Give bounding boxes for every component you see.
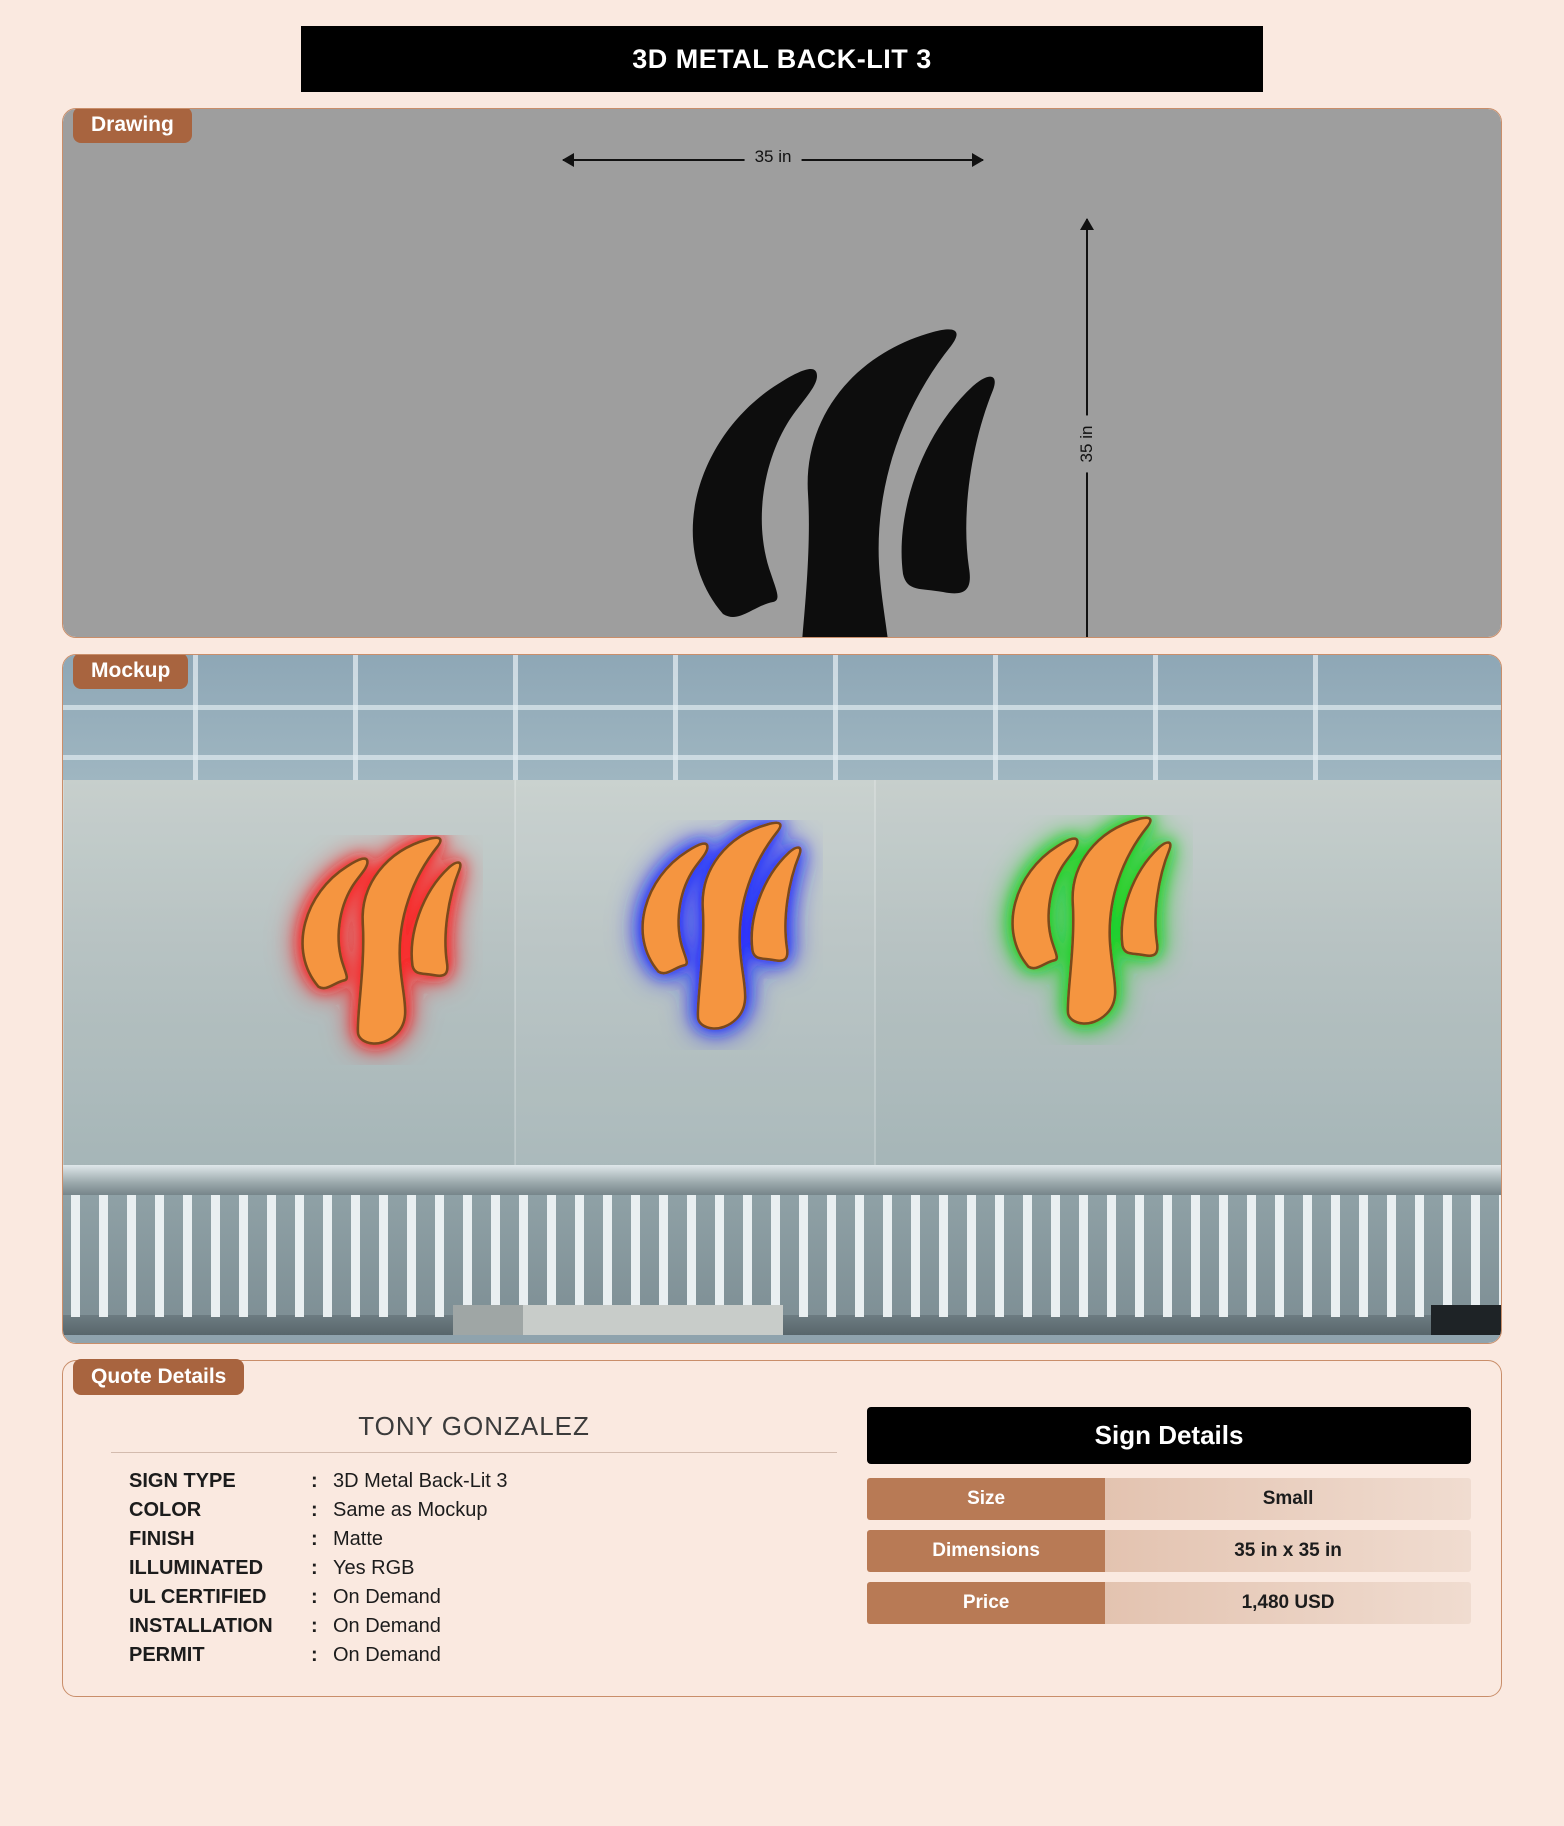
railing-bar (967, 1195, 976, 1317)
width-arrow-left-icon (562, 153, 574, 167)
sign-details-title: Sign Details (867, 1407, 1471, 1464)
railing-bar (939, 1195, 948, 1317)
railing-bar (1051, 1195, 1060, 1317)
width-arrow-right-icon (972, 153, 984, 167)
railing-bar (463, 1195, 472, 1317)
logo-icon (603, 324, 1033, 637)
table-row (111, 1467, 837, 1496)
sign-detail-value-dimensions: 35 in x 35 in (1105, 1530, 1471, 1572)
railing-bar (99, 1195, 108, 1317)
railing-bar (1247, 1195, 1256, 1317)
spec-colon: : (311, 1644, 318, 1666)
railing-bar (659, 1195, 668, 1317)
table-row (111, 1583, 837, 1612)
sign-detail-key-price: Price (867, 1582, 1105, 1624)
spec-colon: : (311, 1528, 318, 1550)
mockup-photo (63, 655, 1501, 1343)
floor-strip-dark (453, 1305, 523, 1335)
mockup-sign-blue (593, 820, 823, 1050)
wall-ledge (63, 1165, 1501, 1195)
railing-bar (351, 1195, 360, 1317)
spec-value-finish: Matte (333, 1528, 384, 1550)
spec-label-ul-certified: UL CERTIFIED (129, 1586, 267, 1608)
spec-value-permit: On Demand (333, 1644, 441, 1666)
mockup-sign-red (253, 835, 483, 1065)
railing-bar (1163, 1195, 1172, 1317)
page-title: 3D METAL BACK-LIT 3 (632, 43, 932, 74)
spec-label-illuminated: ILLUMINATED (129, 1557, 264, 1579)
railing-bar (1191, 1195, 1200, 1317)
railing-bar (1079, 1195, 1088, 1317)
spec-colon: : (311, 1557, 318, 1579)
spec-label-color: COLOR (129, 1499, 202, 1521)
railing-bar (603, 1195, 612, 1317)
railing-bar (771, 1195, 780, 1317)
logo-icon (963, 815, 1193, 1045)
width-dimension-label: 35 in (745, 147, 802, 167)
height-dimension-label: 35 in (1077, 416, 1097, 473)
table-row (111, 1496, 837, 1525)
spec-label-finish: FINISH (129, 1528, 195, 1550)
sign-detail-value-size: Small (1105, 1478, 1471, 1520)
table-row (111, 1554, 837, 1583)
railing-bar (211, 1195, 220, 1317)
mockup-panel (62, 654, 1502, 1344)
railing-bar (267, 1195, 276, 1317)
drawing-panel (62, 108, 1502, 638)
railing-bar (1107, 1195, 1116, 1317)
railing-bar (407, 1195, 416, 1317)
railing-bar (183, 1195, 192, 1317)
sign-details-section (867, 1401, 1471, 1670)
railing-bar (1023, 1195, 1032, 1317)
sign-detail-row-size (867, 1478, 1471, 1520)
railing-bar (995, 1195, 1004, 1317)
railing-bar (1443, 1195, 1452, 1317)
table-row (111, 1641, 837, 1670)
mockup-panel-tab: Mockup (73, 654, 188, 689)
spec-table (111, 1467, 837, 1670)
height-dimension (1075, 219, 1099, 637)
spec-colon: : (311, 1470, 318, 1492)
railing-bar (239, 1195, 248, 1317)
spec-value-illuminated: Yes RGB (333, 1557, 415, 1579)
railing-bar (1499, 1195, 1501, 1317)
railing-bar (155, 1195, 164, 1317)
floor-corner-dark (1431, 1305, 1501, 1335)
railing-bar (491, 1195, 500, 1317)
table-row (111, 1525, 837, 1554)
table-row (111, 1612, 837, 1641)
railing-bar (715, 1195, 724, 1317)
railing-bar (743, 1195, 752, 1317)
mockup-sign-green (963, 815, 1193, 1045)
page-title-bar (301, 26, 1263, 92)
logo-drawing (603, 324, 1033, 637)
customer-name: TONY GONZALEZ (111, 1411, 837, 1453)
spec-label-sign-type: SIGN TYPE (129, 1470, 236, 1492)
sign-detail-row-price (867, 1582, 1471, 1624)
railing-bar (855, 1195, 864, 1317)
quote-details-panel (62, 1360, 1502, 1697)
sign-detail-key-size: Size (867, 1478, 1105, 1520)
width-dimension (563, 147, 983, 171)
logo-icon (253, 835, 483, 1065)
sign-detail-row-dimensions (867, 1530, 1471, 1572)
quote-specs-section (93, 1401, 837, 1670)
quote-details-panel-tab: Quote Details (73, 1359, 244, 1395)
floor-strip-light (523, 1305, 783, 1335)
quote-sheet-page (0, 26, 1564, 1826)
railing-bar (631, 1195, 640, 1317)
railing-bar (827, 1195, 836, 1317)
drawing-canvas (63, 109, 1501, 637)
spec-value-ul-certified: On Demand (333, 1586, 441, 1608)
spec-label-permit: PERMIT (129, 1644, 205, 1666)
railing-bar (71, 1195, 80, 1317)
railing-bar (687, 1195, 696, 1317)
railing-bar (435, 1195, 444, 1317)
sign-detail-value-price: 1,480 USD (1105, 1582, 1471, 1624)
spec-value-sign-type: 3D Metal Back-Lit 3 (333, 1470, 508, 1492)
sign-detail-key-dimensions: Dimensions (867, 1530, 1105, 1572)
railing-bar (1219, 1195, 1228, 1317)
drawing-panel-tab: Drawing (73, 108, 192, 143)
railing-bar (323, 1195, 332, 1317)
railing-bar (547, 1195, 556, 1317)
railing-bar (295, 1195, 304, 1317)
railing-bar (519, 1195, 528, 1317)
railing-bar (575, 1195, 584, 1317)
railing-bar (1331, 1195, 1340, 1317)
railing-bar (1303, 1195, 1312, 1317)
logo-icon (593, 820, 823, 1050)
railing-bar (1275, 1195, 1284, 1317)
railing-bar (799, 1195, 808, 1317)
spec-colon: : (311, 1499, 318, 1521)
railing-bar (1359, 1195, 1368, 1317)
railing-bar (883, 1195, 892, 1317)
railing-bar (1387, 1195, 1396, 1317)
railing-bar (379, 1195, 388, 1317)
ceiling-grid (63, 655, 1501, 780)
railing-bar (1415, 1195, 1424, 1317)
railing-bar (127, 1195, 136, 1317)
railing-bar (911, 1195, 920, 1317)
spec-colon: : (311, 1615, 318, 1637)
spec-colon: : (311, 1586, 318, 1608)
spec-value-installation: On Demand (333, 1615, 441, 1637)
railing-bar (1135, 1195, 1144, 1317)
height-arrow-top-icon (1080, 218, 1094, 230)
spec-label-installation: INSTALLATION (129, 1615, 273, 1637)
spec-value-color: Same as Mockup (333, 1499, 488, 1521)
railing-bar (1471, 1195, 1480, 1317)
